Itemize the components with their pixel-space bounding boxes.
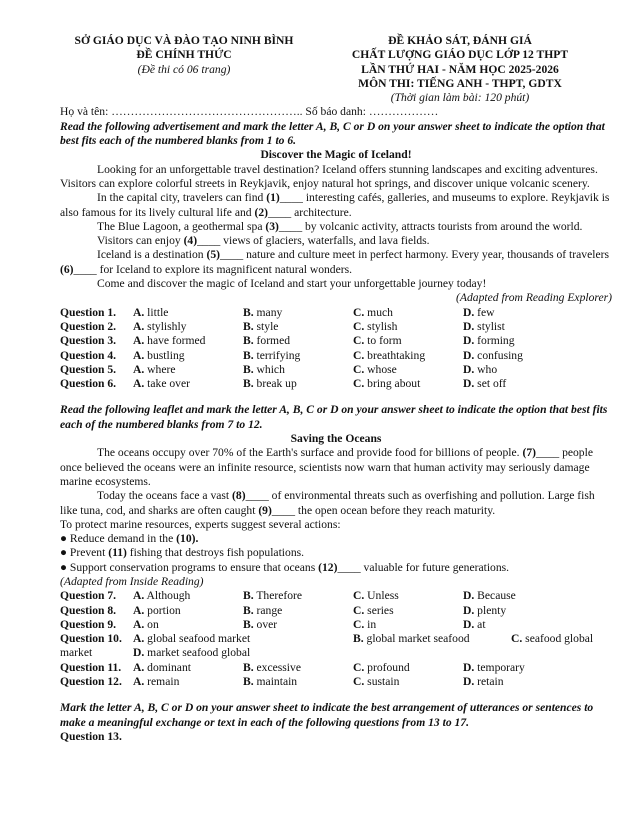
candidate-info-line: Họ và tên: ………………………………………….. Số báo danh: ………………	[60, 105, 439, 119]
question-row	[60, 349, 612, 363]
option-a[interactable]: A. stylishly	[133, 319, 187, 333]
section2-paragraph-1: The oceans occupy over 70% of the Earth's surface and provide food for billions of people. (7)____ people once believed the oceans were an infinite resource, scientists now warn that human activity may seriously damage marine ecosystems.	[60, 446, 593, 488]
question-number: Question 9.	[60, 617, 117, 631]
section1-paragraph-5: Iceland is a destination (5)____ nature and culture meet in perfect harmony. Every year, thousands of travelers (6)____ for Iceland to explore its magnificent natural wonders.	[60, 248, 609, 276]
option-b[interactable]: B. break up	[243, 377, 297, 391]
question-row-10-cont	[60, 646, 612, 660]
option-a[interactable]: A. bustling	[133, 348, 185, 362]
section1-paragraph-4: Visitors can enjoy (4)____ views of glaciers, waterfalls, and lava fields.	[97, 234, 430, 248]
option-a[interactable]: A. where	[133, 362, 176, 376]
option-a[interactable]: A. global seafood market	[133, 632, 251, 646]
question-number: Question 10.	[60, 632, 122, 646]
option-c[interactable]: C. much	[353, 305, 393, 319]
question-row	[60, 675, 612, 689]
question-number: Question 2.	[60, 319, 117, 333]
option-d[interactable]: D. who	[463, 362, 498, 376]
section2-title: Saving the Oceans	[290, 432, 382, 446]
exam-page	[60, 34, 612, 744]
question-row	[60, 589, 612, 603]
bullet-2: ● Prevent (11) fishing that destroys fish populations.	[60, 546, 305, 560]
question-number: Question 3.	[60, 334, 117, 348]
option-b[interactable]: B. excessive	[243, 660, 301, 674]
option-b[interactable]: B. over	[243, 617, 278, 631]
option-d[interactable]: D. retain	[463, 675, 504, 689]
header-left	[60, 34, 308, 105]
option-a[interactable]: A. have formed	[133, 334, 206, 348]
section1-questions	[60, 306, 612, 392]
option-d[interactable]: D. few	[463, 305, 495, 319]
option-a[interactable]: A. Although	[133, 589, 191, 603]
question-row	[60, 334, 612, 348]
section1-paragraph-2: In the capital city, travelers can find (1)____ interesting cafés, galleries, and museums to explore. Reykjavik is also famous for its lively cultural life and (2)____ architecture.	[60, 191, 610, 219]
bullet-3: ● Support conservation programs to ensure that oceans (12)____ valuable for future generations.	[60, 560, 510, 574]
question-number: Question 6.	[60, 377, 117, 391]
option-b[interactable]: B. maintain	[243, 675, 298, 689]
option-c[interactable]: C. in	[353, 617, 377, 631]
question-row	[60, 661, 612, 675]
option-d[interactable]: D. plenty	[463, 603, 507, 617]
option-d[interactable]: D. market seafood global	[133, 646, 251, 660]
question-row	[60, 320, 612, 334]
exam-round: LẦN THỨ HAI - NĂM HỌC 2025-2026	[361, 62, 559, 76]
option-a[interactable]: A. dominant	[133, 660, 191, 674]
spacer	[60, 391, 612, 403]
spacer	[60, 689, 612, 701]
section2-source: (Adapted from Inside Reading)	[60, 574, 204, 588]
option-c[interactable]: C. stylish	[353, 319, 398, 333]
section1-paragraph-6: Come and discover the magic of Iceland and start your unforgettable journey today!	[97, 277, 487, 291]
question-row	[60, 363, 612, 377]
question-number: Question 11.	[60, 660, 122, 674]
section1-paragraph-3: The Blue Lagoon, a geothermal spa (3)____ by volcanic activity, attracts tourists from around the world.	[97, 219, 583, 233]
section2-instruction: Read the following leaflet and mark the letter A, B, C or D on your answer sheet to indicate the option that best fits each of the numbered blanks from 7 to 12.	[60, 403, 608, 431]
option-b[interactable]: B. terrifying	[243, 348, 301, 362]
section2-paragraph-2: Today the oceans face a vast (8)____ of environmental threats such as overfishing and pollution. Large fish like tuna, cod, and sharks are often caught (9)____ the open ocean before they reach maturity.	[60, 489, 595, 517]
question-number: Question 7.	[60, 589, 117, 603]
section1-paragraph-1: Looking for an unforgettable travel destination? Iceland offers stunning landscapes and exciting adventures. Visitors can explore colorful streets in Reykjavik, enjoy natural hot springs, and discover unique volcanic scenery.	[60, 162, 598, 190]
option-d[interactable]: D. temporary	[463, 660, 525, 674]
page-count-note: (Đề thi có 06 trang)	[137, 62, 231, 76]
option-c[interactable]: C. series	[353, 603, 394, 617]
exam-duration: (Thời gian làm bài: 120 phút)	[390, 91, 530, 105]
section2-questions	[60, 589, 612, 689]
option-c[interactable]: C. profound	[353, 660, 410, 674]
option-b[interactable]: B. Therefore	[243, 589, 303, 603]
section1-title: Discover the Magic of Iceland!	[260, 148, 412, 162]
question-number: Question 12.	[60, 675, 122, 689]
exam-header	[60, 34, 612, 105]
option-d[interactable]: D. forming	[463, 334, 515, 348]
question-number: Question 4.	[60, 348, 117, 362]
section3-instruction: Mark the letter A, B, C or D on your answer sheet to indicate the best arrangement of utterances or sentences to make a meaningful exchange or text in each of the following questions from 13 to 17.	[60, 701, 594, 729]
option-a[interactable]: A. on	[133, 617, 159, 631]
option-a[interactable]: A. remain	[133, 675, 180, 689]
question-row	[60, 618, 612, 632]
exam-title: CHẤT LƯỢNG GIÁO DỤC LỚP 12 THPT	[351, 48, 569, 62]
option-c-continuation: market	[60, 646, 93, 660]
section1-instruction: Read the following advertisement and mark the letter A, B, C or D on your answer sheet to indicate the option that best fits each of the numbered blanks from 1 to 6.	[60, 119, 605, 148]
question-row	[60, 604, 612, 618]
question-13-label: Question 13.	[60, 729, 122, 743]
option-d[interactable]: D. confusing	[463, 348, 523, 362]
option-d[interactable]: D. set off	[463, 377, 507, 391]
option-c[interactable]: C. seafood global	[511, 632, 594, 646]
option-c[interactable]: C. breathtaking	[353, 348, 426, 362]
option-d[interactable]: D. stylist	[463, 319, 505, 333]
section1-source: (Adapted from Reading Explorer)	[456, 291, 612, 305]
question-number: Question 1.	[60, 305, 117, 319]
exam-subject: MÔN THI: TIẾNG ANH - THPT, GDTX	[358, 76, 562, 90]
question-row	[60, 306, 612, 320]
department-name: SỞ GIÁO DỤC VÀ ĐÀO TẠO NINH BÌNH	[74, 34, 294, 47]
question-number: Question 5.	[60, 362, 117, 376]
option-d[interactable]: D. at	[463, 617, 486, 631]
option-b[interactable]: B. style	[243, 319, 279, 333]
option-b[interactable]: B. range	[243, 603, 283, 617]
option-c[interactable]: C. whose	[353, 362, 397, 376]
question-row-10	[60, 632, 612, 646]
question-number: Question 8.	[60, 603, 117, 617]
official-label: ĐỀ CHÍNH THỨC	[136, 48, 232, 62]
option-b[interactable]: B. which	[243, 362, 285, 376]
option-b[interactable]: B. global market seafood	[353, 632, 470, 646]
option-b[interactable]: B. many	[243, 305, 283, 319]
header-right	[308, 34, 612, 105]
option-a[interactable]: A. take over	[133, 377, 190, 391]
option-c[interactable]: C. sustain	[353, 675, 400, 689]
option-d[interactable]: D. Because	[463, 589, 516, 603]
option-a[interactable]: A. little	[133, 305, 169, 319]
option-c[interactable]: C. bring about	[353, 377, 421, 391]
option-a[interactable]: A. portion	[133, 603, 181, 617]
option-c[interactable]: C. to form	[353, 334, 402, 348]
option-c[interactable]: C. Unless	[353, 589, 399, 603]
exam-type: ĐỀ KHẢO SÁT, ĐÁNH GIÁ	[388, 34, 532, 47]
option-b[interactable]: B. formed	[243, 334, 291, 348]
section2-paragraph-3: To protect marine resources, experts suggest several actions:	[60, 517, 341, 531]
question-row	[60, 377, 612, 391]
bullet-1: ● Reduce demand in the (10).	[60, 532, 199, 546]
